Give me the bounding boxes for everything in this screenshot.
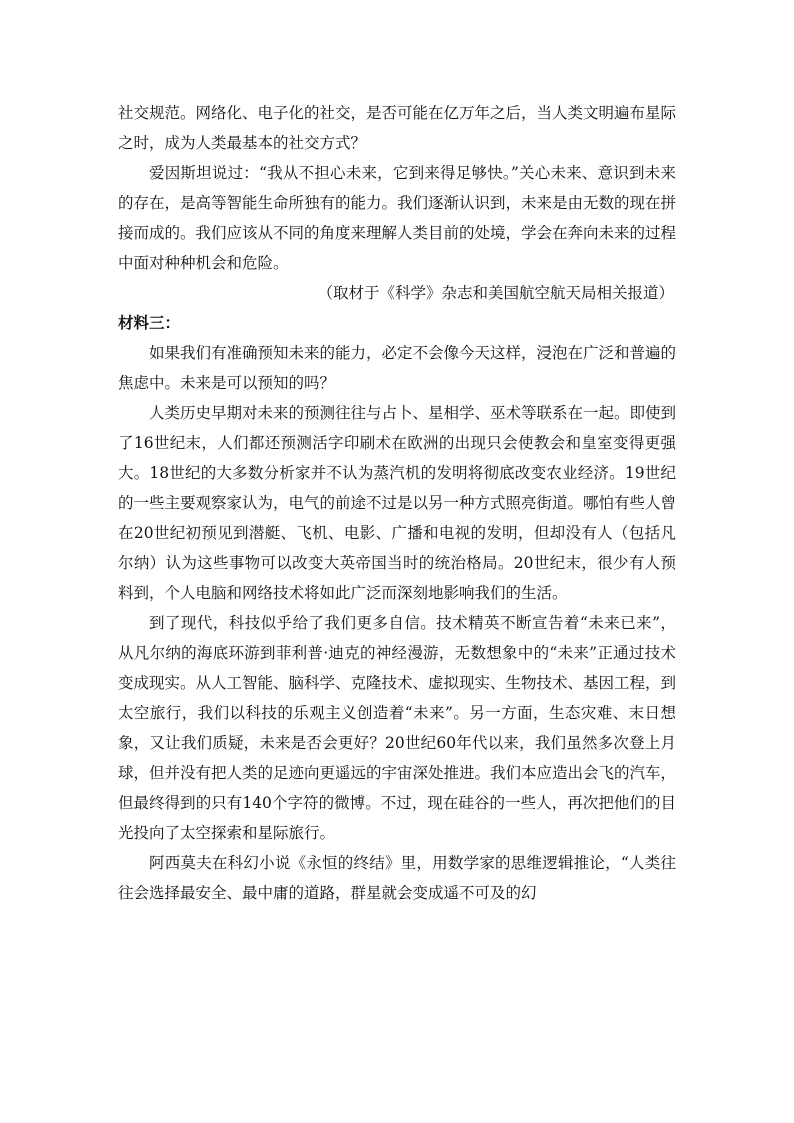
paragraph: 阿西莫夫在科幻小说《永恒的终结》里，用数学家的思维逻辑推论，“人类往往会选择最安全、最中庸的道路，群星就会变成遥不可及的幻 xyxy=(118,854,676,902)
paragraph: 到了现代，科技似乎给了我们更多自信。技术精英不断宣告着“未来已来”，从凡尔纳的海底环游到菲利普·迪克的神经漫游，无数想象中的“未来”正通过技术变成现实。从人工智能、脑科学、克隆技术、虚拟现实、生物技术、基因工程，到太空旅行，我们以科技的乐观主义创造着“未来”。另一方面，生态灾难、末日想象，又让我们质疑，未来是否会更好？20世纪60年代以来，我们虽然多次登上月球，但并没有把人类的足迹向更遥远的宇宙深处推进。我们本应造出会飞的汽车，但最终得到的只有140个字符的微博。不过，现在硅谷的一些人，再次把他们的目光投向了太空探索和星际旅行。 xyxy=(118,614,677,842)
paragraph-einstein: 爱因斯坦说过：“我从不担心未来，它到来得足够快。”关心未来、意识到未来的存在，是高等智能生命所独有的能力。我们逐渐认识到，未来是由无数的现在拼接而成的。我们应该从不同的角度来理解人类目前的处境，学会在奔向未来的过程中面对种种机会和危险。 xyxy=(118,164,677,272)
paragraph: 如果我们有准确预知未来的能力，必定不会像今天这样，浸泡在广泛和普遍的焦虑中。未来是可以预知的吗？ xyxy=(118,344,677,392)
source-note: （取材于《科学》杂志和美国航空航天局相关报道） xyxy=(317,284,674,302)
document-page xyxy=(118,98,676,908)
paragraph: 人类历史早期对未来的预测往往与占卜、星相学、巫术等联系在一起。即使到了16世纪末，人们都还预测活字印刷术在欧洲的出现只会使教会和皇室变得更强大。18世纪的大多数分析家并不认为蒸汽机的发明将彻底改变农业经济。19世纪的一些主要观察家认为，电气的前途不过是以另一种方式照亮街道。哪怕有些人曾在20世纪初预见到潜艇、飞机、电影、广播和电视的发明，但却没有人（包括凡尔纳）认为这些事物可以改变大英帝国当时的统治格局。20世纪末，很少有人预料到，个人电脑和网络技术将如此广泛而深刻地影响我们的生活。 xyxy=(118,404,677,602)
section-heading: 材料三： xyxy=(118,314,181,332)
paragraph-continued: 社交规范。网络化、电子化的社交，是否可能在亿万年之后，当人类文明遍布星际之时，成为人类最基本的社交方式？ xyxy=(118,104,677,152)
